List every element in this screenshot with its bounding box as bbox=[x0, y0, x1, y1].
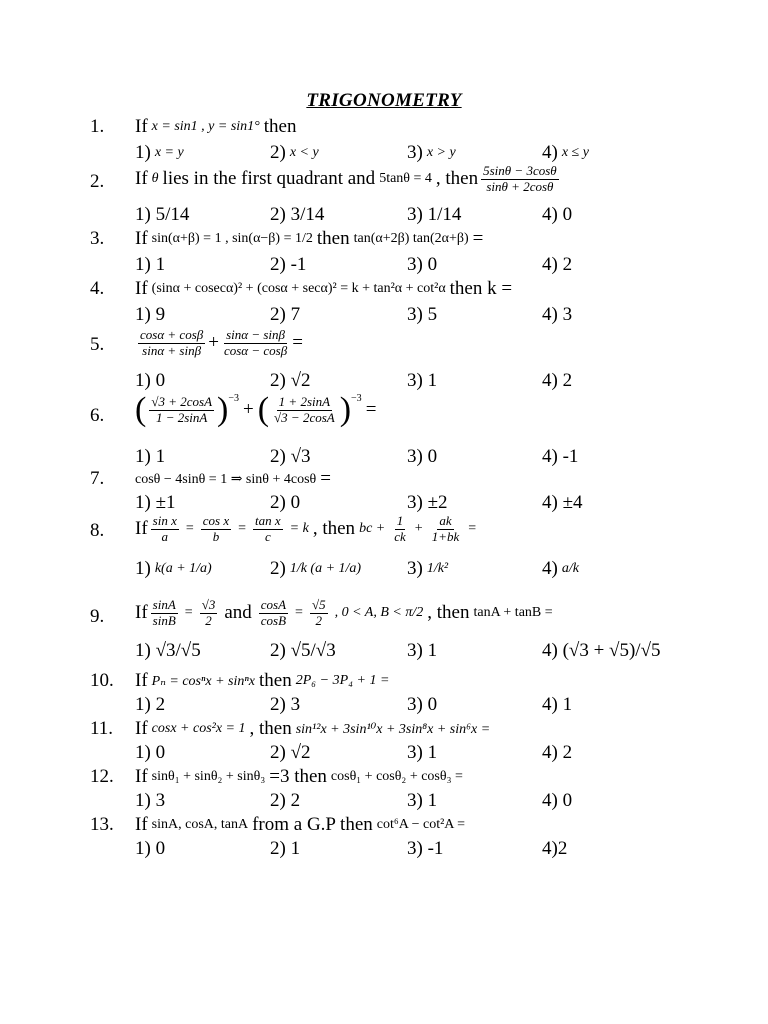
option-1: 1) 2 bbox=[135, 694, 166, 715]
option-1: 1) x = y bbox=[135, 142, 184, 163]
option-1: 1) √3/√5 bbox=[135, 640, 201, 661]
option-1: 1) 3 bbox=[135, 790, 166, 811]
option-3: 3) ±2 bbox=[407, 492, 448, 513]
question-stem: ( $\frac{√3 + 2\cos A}{1 - 2\sin A}$ ) $^{-3}$ + ( $\frac{1 + 2\sin A}{√3 - 2\cos A}$ ) $^{-3}$ = bbox=[135, 391, 377, 428]
question-stem: If $\frac{\text{sin x}}{a}$ = $\frac{\text{cos x}}{b}$ = $\frac{\text{tan x}}{c}$ = k , then bc + $\frac{1}{ck}$ + $\frac{ak}{1+bk}$ = bbox=[135, 513, 477, 544]
question-stem: If $\frac{\sin A}{\sin B}$ = $\frac{√3}{2}$ and $\frac{\cos A}{\cos B}$ = $\frac{√5}{2}$ , 0 < A, B < π/2 , then tanA + tanB = bbox=[135, 597, 553, 628]
option-2: 2) 2 bbox=[270, 790, 301, 811]
option-1: 1) 5/14 bbox=[135, 204, 190, 225]
question-stem: If (sinα + cosecα)² + (cosα + secα)² = k + tan²α + cot²α then k = bbox=[135, 278, 513, 299]
option-1: 1) 0 bbox=[135, 370, 166, 391]
stem-text: then bbox=[263, 116, 297, 137]
option-2: 2) √2 bbox=[270, 370, 311, 391]
option-4: 4) ±4 bbox=[542, 492, 583, 513]
option-3: 3) 0 bbox=[407, 694, 438, 715]
option-3: 3) -1 bbox=[407, 838, 444, 859]
option-4: 4) 1 bbox=[542, 694, 573, 715]
option-3: 3) 0 bbox=[407, 446, 438, 467]
stem-text: If bbox=[135, 116, 148, 137]
option-3: 3) 1/14 bbox=[407, 204, 462, 225]
stem-fraction: $\frac{5\sin\theta - 3\cos\theta}{\sin\theta + 2\cos\theta}$ bbox=[483, 163, 557, 194]
stem-math: x = sin1 , y = sin1° bbox=[151, 119, 260, 134]
question-number: 3. bbox=[90, 228, 105, 249]
question-stem: If sin(α+β) = 1 , sin(α−β) = 1/2 then tan(α+2β) tan(2α+β) = bbox=[135, 228, 484, 249]
stem-fraction: $\frac{√3 + 2\cos A}{1 - 2\sin A}$ bbox=[151, 393, 213, 425]
option-1: 1) 1 bbox=[135, 446, 166, 467]
question-number: 13. bbox=[90, 814, 114, 835]
question-stem: cosθ − 4sinθ = 1 ⇒ sinθ + 4cosθ = bbox=[135, 468, 331, 489]
option-2: 2) 1 bbox=[270, 838, 301, 859]
page-title: TRIGONOMETRY bbox=[306, 90, 462, 111]
option-3: 3) 1 bbox=[407, 640, 438, 661]
option-3: 3) 1 bbox=[407, 742, 438, 763]
question-number: 9. bbox=[90, 606, 105, 627]
question-stem bbox=[135, 116, 296, 138]
option-2: 2) √3 bbox=[270, 446, 311, 467]
option-4: 4) -1 bbox=[542, 446, 579, 467]
option-3: 3) 1 bbox=[407, 370, 438, 391]
option-3: 3) 1/k² bbox=[407, 558, 449, 579]
option-4: 4) x ≤ y bbox=[542, 142, 589, 163]
question-number: 8. bbox=[90, 520, 105, 541]
question-number: 4. bbox=[90, 278, 105, 299]
question-number: 5. bbox=[90, 334, 105, 355]
question-stem: If θ lies in the first quadrant and 5tanθ = 4 , then $\frac{5\sin\theta - 3\cos\theta}{\sin\theta + 2\cos\theta}$ bbox=[135, 163, 557, 194]
option-1: 1) k(a + 1/a) bbox=[135, 558, 212, 579]
option-2: 2) 0 bbox=[270, 492, 301, 513]
option-2: 2) 1/k (a + 1/a) bbox=[270, 558, 362, 579]
option-1: 1) ±1 bbox=[135, 492, 176, 513]
option-2: 2) 7 bbox=[270, 304, 301, 325]
option-1: 1) 9 bbox=[135, 304, 166, 325]
option-4: 4) 2 bbox=[542, 254, 573, 275]
option-2: 2) 3/14 bbox=[270, 204, 325, 225]
option-4: 4) 2 bbox=[542, 742, 573, 763]
option-2: 2) 3 bbox=[270, 694, 301, 715]
question-stem: If sinθ₁ + sinθ₂ + sinθ₃ =3 then cosθ₁ + cosθ₂ + cosθ₃ = bbox=[135, 766, 463, 787]
option-4: 4)2 bbox=[542, 838, 568, 859]
question-number: 7. bbox=[90, 468, 105, 489]
question-number: 11. bbox=[90, 718, 114, 739]
option-3: 3) 5 bbox=[407, 304, 438, 325]
question-number: 10. bbox=[90, 670, 114, 691]
option-4: 4) 0 bbox=[542, 204, 573, 225]
question-number: 1. bbox=[90, 116, 105, 137]
question-number: 2. bbox=[90, 171, 105, 192]
option-4: 4) 2 bbox=[542, 370, 573, 391]
option-2: 2) x < y bbox=[270, 142, 319, 163]
stem-fraction: $\frac{1 + 2\sin A}{√3 - 2\cos A}$ bbox=[274, 393, 335, 425]
option-1: 1) 0 bbox=[135, 742, 166, 763]
option-2: 2) √2 bbox=[270, 742, 311, 763]
option-4: 4) a/k bbox=[542, 558, 579, 579]
option-1: 1) 0 bbox=[135, 838, 166, 859]
option-2: 2) √5/√3 bbox=[270, 640, 336, 661]
option-3: 3) x > y bbox=[407, 142, 456, 163]
question-stem: If Pₙ = cosⁿx + sinⁿx then 2P₆ − 3P₄ + 1 = bbox=[135, 670, 390, 691]
question-stem: $\frac{\cos\alpha + \cos\beta}{\sin\alpha + \sin\beta}$ + $\frac{\sin\alpha - \sin\beta}{\cos\alpha - \cos\beta}$ = bbox=[140, 327, 303, 358]
question-stem: If sinA, cosA, tanA from a G.P then cot⁶A − cot²A = bbox=[135, 814, 466, 835]
stem-fraction: $\frac{\cos\alpha + \cos\beta}{\sin\alpha + \sin\beta}$ bbox=[140, 327, 204, 358]
option-4: 4) (√3 + √5)/√5 bbox=[542, 640, 661, 661]
question-number: 12. bbox=[90, 766, 114, 787]
option-2: 2) -1 bbox=[270, 254, 307, 275]
option-3: 3) 0 bbox=[407, 254, 438, 275]
option-3: 3) 1 bbox=[407, 790, 438, 811]
stem-fraction: $\frac{\sin\alpha - \sin\beta}{\cos\alpha - \cos\beta}$ bbox=[223, 327, 288, 358]
option-1: 1) 1 bbox=[135, 254, 166, 275]
option-4: 4) 0 bbox=[542, 790, 573, 811]
question-stem: If cosx + cos²x = 1 , then sin¹²x + 3sin¹⁰x + 3sin⁸x + sin⁶x = bbox=[135, 718, 491, 739]
option-4: 4) 3 bbox=[542, 304, 573, 325]
question-number: 6. bbox=[90, 405, 105, 426]
